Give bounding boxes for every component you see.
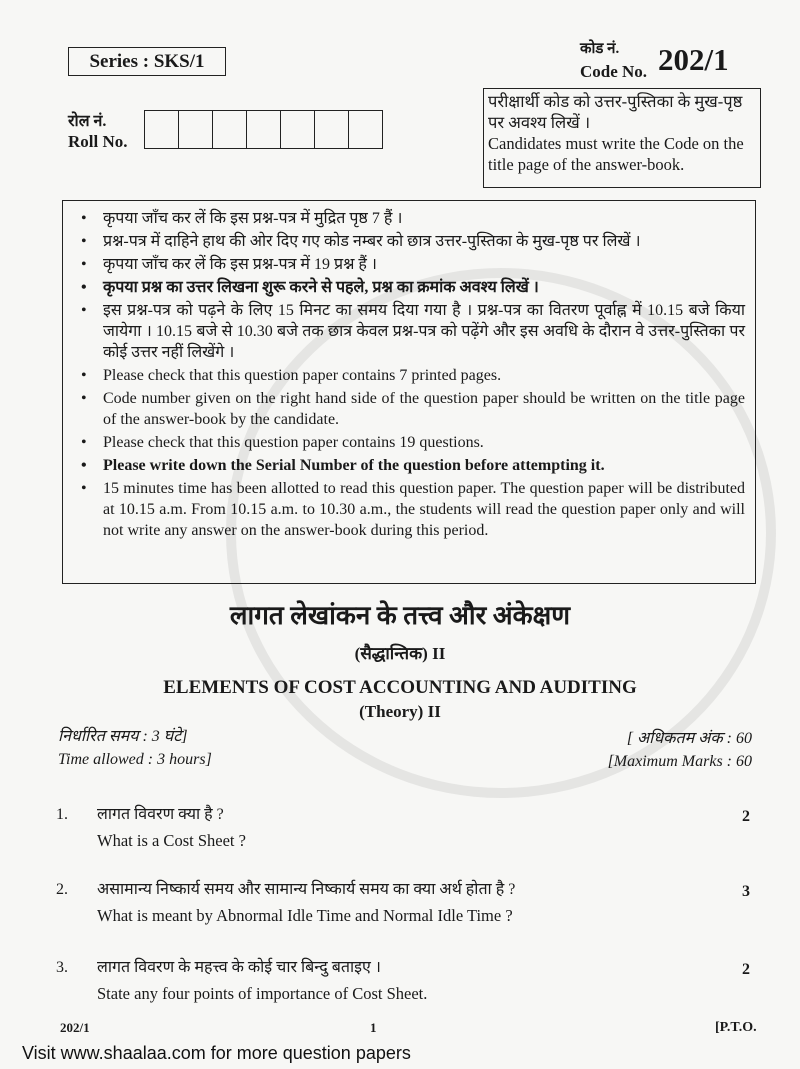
roll-box bbox=[315, 111, 349, 148]
roll-label-en: Roll No. bbox=[68, 132, 128, 151]
question-number: 3. bbox=[56, 959, 68, 976]
question-text-en: What is a Cost Sheet ? bbox=[97, 831, 246, 850]
question-number: 1. bbox=[56, 806, 68, 823]
roll-box bbox=[281, 111, 315, 148]
roll-box bbox=[213, 111, 247, 148]
max-marks-hi: [ अधिकतम अंक : 60 bbox=[626, 730, 752, 747]
roll-label-hi: रोल नं. bbox=[68, 113, 107, 130]
footer-code: 202/1 bbox=[60, 1020, 90, 1035]
question-text-hi: असामान्य निष्कार्य समय और सामान्य निष्कार्य समय का क्या अर्थ होता है ? bbox=[97, 881, 516, 898]
instruction-item: • Code number given on the right hand side of the question paper should be written on the title page of the answer-book by the candidate. bbox=[103, 388, 745, 430]
notice-en: Candidates must write the Code on the title page of the answer-book. bbox=[488, 134, 744, 174]
instructions-list bbox=[63, 201, 755, 547]
code-label-en: Code No. bbox=[580, 62, 648, 81]
instruction-item: • कृपया जाँच कर लें कि इस प्रश्न-पत्र में मुद्रित पृष्ठ 7 हैं । bbox=[103, 208, 745, 229]
question-text-en: State any four points of importance of Cost Sheet. bbox=[97, 984, 428, 1003]
visit-link[interactable]: Visit www.shaalaa.com for more question papers bbox=[22, 1043, 411, 1063]
question-marks: 2 bbox=[742, 961, 750, 978]
time-allowed-hi: निर्धारित समय : 3 घंटे] bbox=[58, 728, 188, 745]
time-allowed-en: Time allowed : 3 hours] bbox=[58, 751, 212, 768]
subtitle-english: (Theory) II bbox=[359, 702, 441, 721]
question-text-hi: लागत विवरण क्या है ? bbox=[97, 806, 224, 823]
roll-box bbox=[247, 111, 281, 148]
code-label-hi: कोड नं. bbox=[580, 41, 620, 57]
notice-hi: परीक्षार्थी कोड को उत्तर-पुस्तिका के मुख-पृष्ठ पर अवश्य लिखें । bbox=[488, 92, 743, 132]
question-number: 2. bbox=[56, 881, 68, 898]
instruction-item: • Please write down the Serial Number of the question before attempting it. bbox=[103, 455, 745, 476]
instruction-item: • इस प्रश्न-पत्र को पढ़ने के लिए 15 मिनट का समय दिया गया है । प्रश्न-पत्र का वितरण पूर्वाह्न में 10.15 बजे किया जायेगा । 10.15 बजे से 10.30 बजे तक छात्र केवल प्रश्न-पत्र को पढ़ेंगे और इस अवधि के दौरान वे उत्तर-पुस्तिका पर कोई उत्तर नहीं लिखेंगे । bbox=[103, 300, 745, 363]
instruction-item: • 15 minutes time has been allotted to read this question paper. The question paper will be distributed at 10.15 a.m. From 10.15 a.m. to 10.30 a.m., the students will read the question paper only and will not write any answer on the answer-book during this period. bbox=[103, 478, 745, 541]
question-marks: 2 bbox=[742, 808, 750, 825]
max-marks-en: [Maximum Marks : 60 bbox=[607, 753, 752, 770]
code-notice-box bbox=[483, 88, 761, 188]
instructions-box bbox=[62, 200, 756, 584]
roll-box bbox=[179, 111, 213, 148]
instruction-item: • प्रश्न-पत्र में दाहिने हाथ की ओर दिए गए कोड नम्बर को छात्र उत्तर-पुस्तिका के मुख-पृष्ठ पर लिखें । bbox=[103, 231, 745, 252]
series-box: Series : SKS/1 bbox=[68, 47, 226, 76]
subtitle-hindi: (सैद्धान्तिक) II bbox=[354, 644, 446, 663]
question-marks: 3 bbox=[742, 883, 750, 900]
instruction-item: • कृपया प्रश्न का उत्तर लिखना शुरू करने से पहले, प्रश्न का क्रमांक अवश्य लिखें । bbox=[103, 277, 745, 298]
roll-box bbox=[145, 111, 179, 148]
question-text-hi: लागत विवरण के महत्त्व के कोई चार बिन्दु बताइए । bbox=[97, 959, 381, 976]
title-english: ELEMENTS OF COST ACCOUNTING AND AUDITING bbox=[163, 677, 637, 698]
pto-marker: [P.T.O. bbox=[715, 1020, 757, 1035]
title-hindi: लागत लेखांकन के तत्त्व और अंकेक्षण bbox=[229, 601, 571, 630]
page-number: 1 bbox=[370, 1020, 377, 1035]
roll-box bbox=[349, 111, 382, 148]
question-text-en: What is meant by Abnormal Idle Time and Normal Idle Time ? bbox=[97, 906, 513, 925]
instruction-item: • कृपया जाँच कर लें कि इस प्रश्न-पत्र में 19 प्रश्न हैं । bbox=[103, 254, 745, 275]
instruction-item: • Please check that this question paper contains 19 questions. bbox=[103, 432, 745, 453]
code-number: 202/1 bbox=[658, 42, 729, 77]
roll-number-boxes bbox=[144, 110, 383, 149]
instruction-item: • Please check that this question paper contains 7 printed pages. bbox=[103, 365, 745, 386]
